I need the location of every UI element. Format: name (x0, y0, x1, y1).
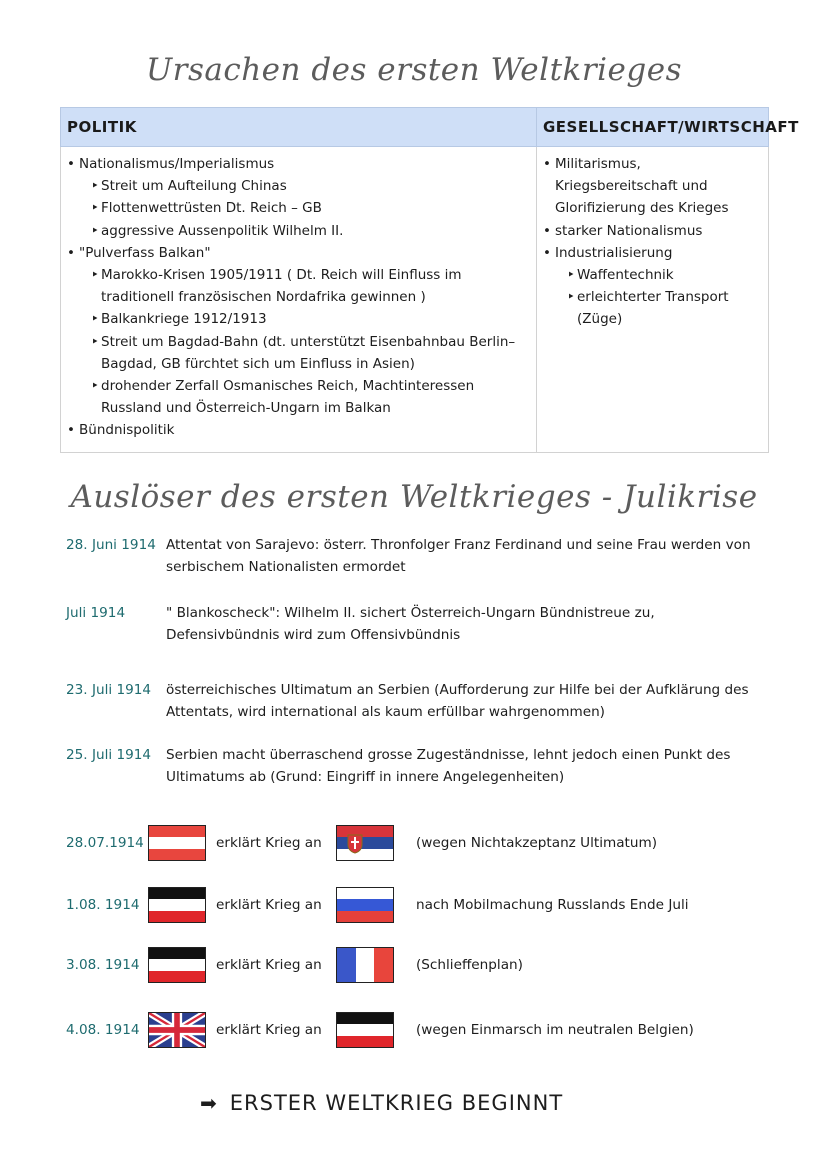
event-date: 28. Juni 1914 (66, 537, 156, 553)
event-date: 25. Juli 1914 (66, 747, 152, 763)
list-subitem: ‣ Waffentechnik (567, 264, 762, 286)
list-subitem: ‣ Marokko-Krisen 1905/1911 ( Dt. Reich will Einfluss im traditionell französischen Nordafrika gewinnen ) (91, 264, 530, 308)
timeline-event (66, 602, 766, 646)
timeline-event (66, 679, 766, 723)
politik-cell (61, 147, 537, 453)
gesellschaft-cell (537, 147, 769, 453)
conclusion (200, 1091, 563, 1115)
list-item: • starker Nationalismus (543, 220, 762, 242)
timeline-event (66, 534, 766, 578)
declaration-verb: erklärt Krieg an (216, 897, 322, 913)
war-declaration (66, 1012, 766, 1052)
event-text: Serbien macht überraschend grosse Zugeständnisse, lehnt jedoch einen Punkt des Ultimatums ab (Grund: Eingriff in innere Angelegenheiten) (166, 747, 731, 785)
declaration-date: 28.07.1914 (66, 835, 144, 851)
german-empire-flag-icon (148, 947, 206, 983)
declaration-note: (Schlieffenplan) (416, 957, 523, 973)
section-title: Auslöser des ersten Weltkrieges - Julikrise (70, 479, 758, 515)
russia-flag-icon (336, 887, 394, 923)
list-item-label: "Pulverfass Balkan" (79, 244, 211, 261)
conclusion-text: ERSTER WELTKRIEG BEGINNT (229, 1091, 564, 1115)
austria-flag-icon (148, 825, 206, 861)
list-item-label: Nationalismus/Imperialismus (79, 156, 275, 172)
list-item (543, 242, 762, 331)
declaration-date: 4.08. 1914 (66, 1022, 140, 1038)
header-gesellschaft: GESELLSCHAFT/WIRTSCHAFT (537, 108, 769, 147)
serbia-flag-icon (336, 825, 394, 861)
event-text: " Blankoscheck": Wilhelm II. sichert Österreich-Ungarn Bündnistreue zu, Defensivbündnis wird zum Offensivbündnis (166, 605, 655, 643)
event-date: 23. Juli 1914 (66, 682, 152, 698)
list-subitem: ‣ Balkankriege 1912/1913 (91, 308, 530, 330)
list-item: • Militarismus, Kriegsbereitschaft und Glorifizierung des Krieges (543, 153, 762, 220)
event-text: Attentat von Sarajevo: österr. Thronfolger Franz Ferdinand und seine Frau werden von serbischem Nationalisten ermordet (166, 537, 751, 575)
declaration-note: nach Mobilmachung Russlands Ende Juli (416, 897, 689, 913)
list-item-label: Industrialisierung (555, 244, 673, 261)
declaration-verb: erklärt Krieg an (216, 957, 322, 973)
timeline-event (66, 744, 766, 788)
list-subitem: ‣ drohender Zerfall Osmanisches Reich, Machtinteressen Russland und Österreich-Ungarn im Balkan (91, 375, 530, 419)
header-politik: POLITIK (61, 108, 537, 147)
german-empire-flag-icon (336, 1012, 394, 1048)
list-item-label: Bündnispolitik (79, 422, 175, 439)
uk-flag-icon (148, 1012, 206, 1048)
declaration-date: 1.08. 1914 (66, 897, 140, 913)
german-empire-flag-icon (148, 887, 206, 923)
list-subitem: ‣ Streit um Bagdad-Bahn (dt. unterstützt Eisenbahnbau Berlin–Bagdad, GB fürchtet sich um Einfluss in Asien) (91, 331, 530, 375)
list-subitem: ‣ erleichterter Transport (Züge) (567, 286, 762, 330)
event-date: Juli 1914 (66, 605, 126, 621)
right-arrow-icon: ➡ (200, 1091, 218, 1115)
declaration-note: (wegen Nichtakzeptanz Ultimatum) (416, 835, 658, 851)
event-text: österreichisches Ultimatum an Serbien (Aufforderung zur Hilfe bei der Aufklärung des Attentats, wird international als kaum erfüllbar wahrgenommen) (166, 682, 749, 720)
list-item (67, 242, 530, 420)
declaration-verb: erklärt Krieg an (216, 835, 322, 851)
page-title: Ursachen des ersten Weltkrieges (146, 52, 682, 88)
list-item (67, 419, 530, 441)
declaration-note: (wegen Einmarsch im neutralen Belgien) (416, 1022, 694, 1038)
war-declaration (66, 825, 766, 865)
causes-table (60, 107, 799, 453)
france-flag-icon (336, 947, 394, 983)
list-subitem: ‣ Streit um Aufteilung Chinas (91, 175, 530, 197)
list-subitem: ‣ Flottenwettrüsten Dt. Reich – GB (91, 197, 530, 219)
war-declaration (66, 947, 766, 987)
war-declaration (66, 887, 766, 927)
list-subitem: ‣ aggressive Aussenpolitik Wilhelm II. (91, 220, 530, 242)
declaration-date: 3.08. 1914 (66, 957, 140, 973)
declaration-verb: erklärt Krieg an (216, 1022, 322, 1038)
list-item (67, 153, 530, 242)
